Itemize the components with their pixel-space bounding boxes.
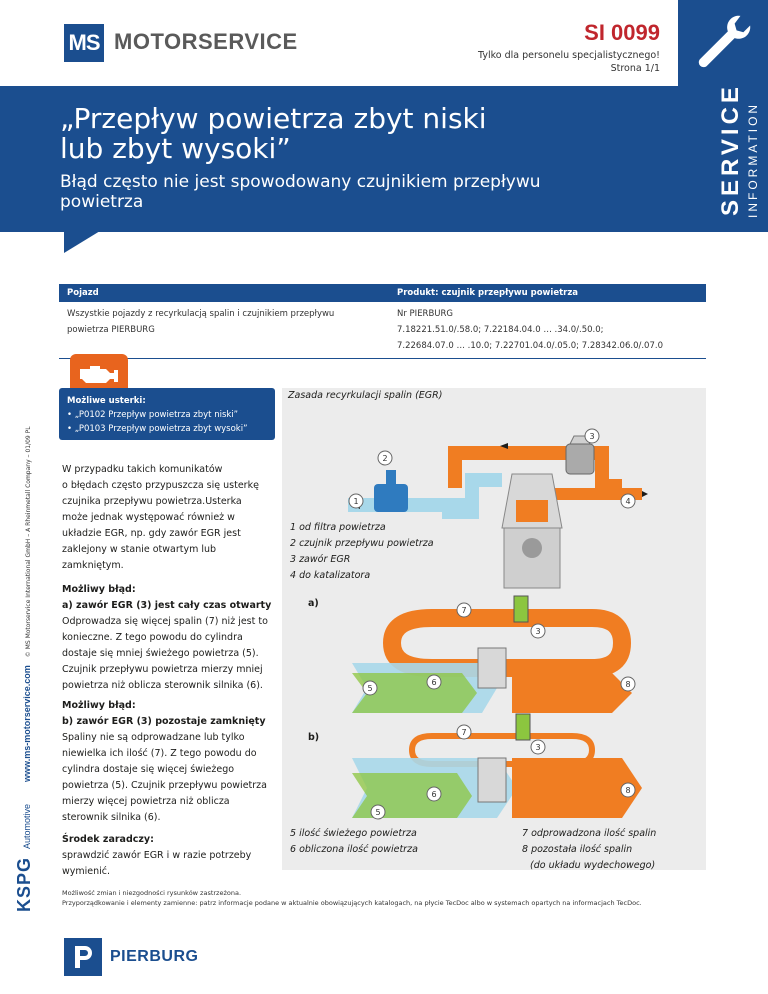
- side-branding: [14, 426, 35, 912]
- fault-code-p0102: „P0102 Przepływ powietrza zbyt niski”: [74, 410, 239, 420]
- marker-3: 3: [589, 432, 595, 441]
- text-line: konieczne. Z tego powodu do cylindra: [62, 632, 243, 643]
- label-b: b): [308, 732, 320, 743]
- cell-line: 7.22684.07.0 … .10.0; 7.22701.04.0/.05.0; 7.28342.06.0/.07.0: [397, 341, 663, 351]
- ms-logo: [64, 24, 104, 62]
- engine-a: [478, 648, 506, 688]
- diagram-b: [352, 714, 642, 819]
- copyright: © MS Motorservice International GmbH – A Rheinmetall Company – 01/09 PL: [25, 426, 32, 658]
- intro-paragraph: [62, 462, 272, 574]
- marker-7a: 7: [461, 606, 467, 615]
- diagram-a: [352, 596, 635, 713]
- sub-title-line: Błąd często nie jest spowodowany czujnikiem przepływu: [60, 172, 541, 192]
- egr-valve: [566, 444, 594, 474]
- legend-item: 7 odprowadzona ilość spalin: [522, 828, 657, 839]
- vehicle-table: [59, 284, 706, 359]
- text-line: cylindra dostaje się więcej świeżego: [62, 764, 235, 775]
- legend-item: 6 obliczona ilość powietrza: [290, 844, 418, 855]
- text-line: zaklejony w stanie otwartym lub: [62, 544, 217, 555]
- marker-6b: 6: [431, 790, 437, 799]
- legend-item: 4 do katalizatora: [290, 570, 371, 581]
- text-line: Czujnik przepływu powietrza mierzy mniej: [62, 664, 263, 675]
- title-notch: [64, 231, 100, 253]
- engine-b: [478, 758, 506, 802]
- text-line: może jednak występować również w: [62, 512, 235, 523]
- legend-item: 2 czujnik przepływu powietrza: [290, 538, 434, 549]
- marker-3a: 3: [535, 627, 541, 636]
- remedy-section: [62, 832, 272, 880]
- marker-3b: 3: [535, 743, 541, 752]
- piston: [522, 538, 542, 558]
- error-a-heading: Możliwy błąd:: [62, 584, 136, 595]
- cell-line: Nr PIERBURG: [397, 309, 454, 319]
- marker-7b: 7: [461, 728, 467, 737]
- footnote: [62, 888, 702, 908]
- text-line: W przypadku takich komunikatów: [62, 464, 223, 475]
- website-link[interactable]: www.ms-motorservice.com: [22, 665, 32, 782]
- text-line: sprawdzić zawór EGR i w razie potrzeby: [62, 850, 252, 861]
- sensor-connector: [386, 470, 396, 486]
- egr-valve-a: [514, 596, 528, 622]
- possible-faults-box: [59, 388, 275, 440]
- sub-title: [60, 172, 660, 212]
- diagram-caption: Zasada recyrkulacji spalin (EGR): [288, 390, 443, 401]
- marker-8a: 8: [625, 680, 631, 689]
- kspg-logo: KSPG: [14, 856, 34, 912]
- automotive-label: Automotive: [22, 803, 32, 849]
- footnote-line: Przyporządkowanie i elementy zamienne: patrz informacje podane w aktualnie obowiązujących katalogach, na płycie TecDoc albo w systemach opartych na informacjach TecDoc.: [62, 899, 642, 907]
- text-line: powietrza (5). Czujnik przepływu powietrza: [62, 780, 267, 791]
- error-a-title: a) zawór EGR (3) jest cały czas otwarty: [62, 600, 272, 611]
- ms-logo-text: MS: [68, 30, 100, 55]
- egr-valve-b: [516, 714, 530, 740]
- text-line: Spaliny nie są odprowadzane lub tylko: [62, 732, 245, 743]
- vehicle-cell: [59, 302, 389, 359]
- label-a: a): [308, 598, 319, 609]
- air-flow-sensor: [374, 484, 408, 512]
- text-line: sterownik silnika (6).: [62, 812, 161, 823]
- pierburg-logo: [64, 938, 102, 976]
- service-label: SERVICE: [717, 83, 744, 216]
- faults-heading: Możliwe usterki:: [67, 396, 146, 406]
- diagram-legend: [290, 520, 434, 584]
- marker-4: 4: [625, 497, 631, 506]
- col-header-product: Produkt: czujnik przepływu powietrza: [389, 284, 706, 302]
- audience-note: Tylko dla personelu specjalistycznego!: [478, 50, 660, 61]
- error-b-section: [62, 698, 272, 826]
- brand-name: MOTORSERVICE: [114, 29, 298, 54]
- marker-5b: 5: [375, 808, 381, 817]
- marker-2: 2: [382, 454, 388, 463]
- text-line: układzie EGR, np. gdy zawór EGR jest: [62, 528, 241, 539]
- footnote-line: Możliwość zmian i niezgodności rysunków zastrzeżona.: [62, 889, 242, 897]
- legend-item: 5 ilość świeżego powietrza: [290, 828, 417, 839]
- legend-item: 1 od filtra powietrza: [290, 522, 386, 533]
- col-header-vehicle: Pojazd: [59, 284, 389, 302]
- text-line: mierzy więcej powietrza niż oblicza: [62, 796, 230, 807]
- bottom-legend-right: [522, 826, 656, 874]
- information-label: INFORMATION: [746, 101, 760, 218]
- text-line: powietrza niż oblicza sterownik silnika (6).: [62, 680, 263, 691]
- product-cell: [389, 302, 706, 359]
- remaining-exhaust-a: [512, 673, 632, 713]
- doc-number: SI 0099: [584, 20, 660, 45]
- fault-item: • „P0103 Przepływ powietrza zbyt wysoki”: [67, 424, 248, 434]
- text-line: wymienić.: [62, 866, 111, 877]
- text-line: niewielka ich ilość (7). Z tego powodu do: [62, 748, 257, 759]
- cell-line: Wszystkie pojazdy z recyrkulacją spalin i czujnikiem przepływu: [67, 309, 335, 319]
- egr-diagram: [282, 388, 706, 870]
- exhaust-arrow: [642, 491, 648, 497]
- cell-line: powietrza PIERBURG: [67, 325, 155, 335]
- error-b-title: b) zawór EGR (3) pozostaje zamknięty: [62, 716, 266, 727]
- text-line: zamkniętym.: [62, 560, 124, 571]
- sub-title-line: powietrza: [60, 192, 144, 212]
- text-line: Odprowadza się więcej spalin (7) niż jest to: [62, 616, 268, 627]
- pierburg-name: PIERBURG: [110, 948, 199, 965]
- main-title-line: „Przepływ powietrza zbyt niski: [60, 102, 487, 135]
- legend-item: (do układu wydechowego): [530, 860, 656, 871]
- error-b-heading: Możliwy błąd:: [62, 700, 136, 711]
- bottom-legend-left: [290, 826, 418, 858]
- marker-5a: 5: [367, 684, 373, 693]
- text-line: czujnika przepływu powietrza.Usterka: [62, 496, 242, 507]
- main-title-line: lub zbyt wysoki”: [60, 132, 291, 165]
- marker-6a: 6: [431, 678, 437, 687]
- marker-8b: 8: [625, 786, 631, 795]
- text-line: o błędach często przypuszcza się usterkę: [62, 480, 259, 491]
- text-line: dostaje się mniej świeżego powietrza (5).: [62, 648, 259, 659]
- main-title: [60, 104, 660, 164]
- calc-air-arrow-b: [352, 773, 472, 818]
- marker-1: 1: [353, 497, 359, 506]
- wrench-icon: [692, 10, 754, 72]
- fault-code-p0103: „P0103 Przepływ powietrza zbyt wysoki”: [74, 424, 248, 434]
- combustion-chamber: [516, 500, 548, 522]
- legend-item: 8 pozostała ilość spalin: [522, 844, 633, 855]
- error-a-section: [62, 582, 272, 694]
- page-number: Strona 1/1: [610, 63, 660, 74]
- fault-item: • „P0102 Przepływ powietrza zbyt niski”: [67, 410, 239, 420]
- cell-line: 7.18221.51.0/.58.0; 7.22184.04.0 … .34.0/.50.0;: [397, 325, 604, 335]
- egr-loop-a: [392, 618, 622, 668]
- legend-item: 3 zawór EGR: [290, 554, 351, 565]
- remedy-heading: Środek zaradczy:: [62, 834, 154, 845]
